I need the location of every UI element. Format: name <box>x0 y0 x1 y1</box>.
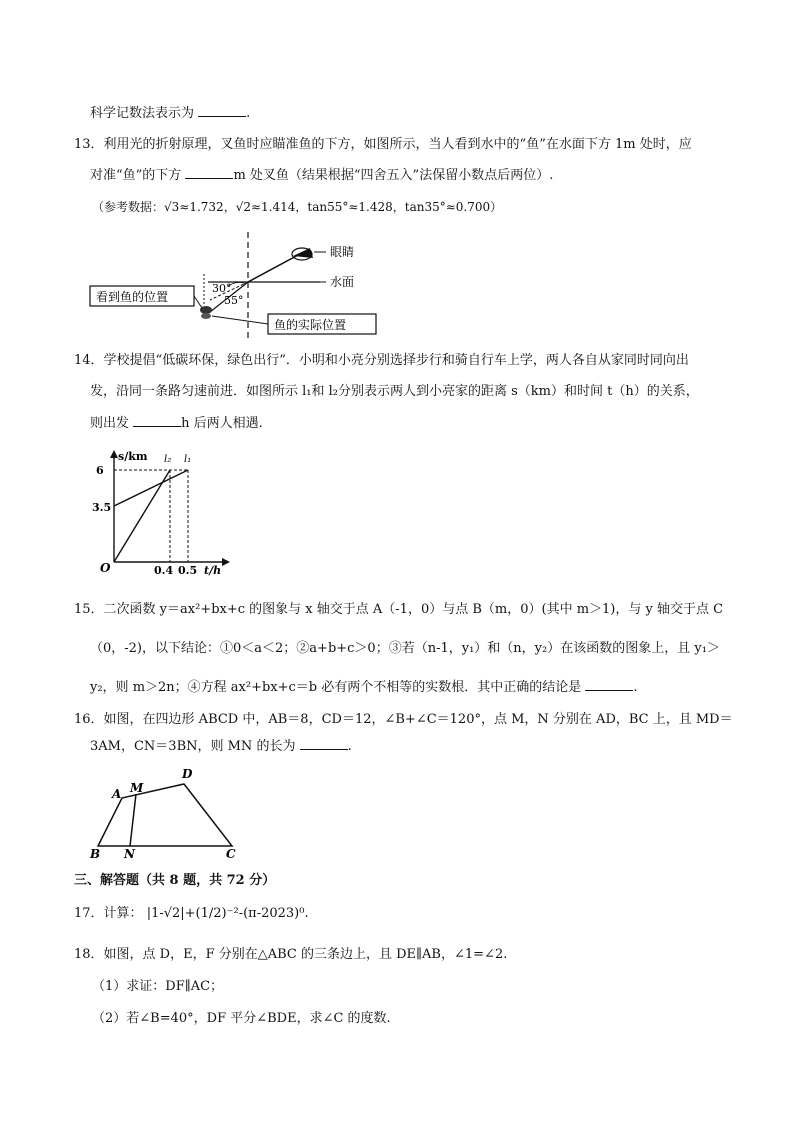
q12-tail: 科学记数法表示为 . <box>90 106 251 121</box>
point-A: A <box>112 787 122 801</box>
q14-distance-time-chart <box>92 448 232 578</box>
label-eye: 眼睛 <box>330 245 355 259</box>
angle-30: 30° <box>212 282 232 295</box>
point-N: N <box>124 847 135 861</box>
q16-answer-blank[interactable] <box>300 737 348 750</box>
label-seen-position: 看到鱼的位置 <box>96 290 169 304</box>
x-tick-0-5: 0.5 <box>178 564 198 577</box>
q14-line3: 则出发 h 后两人相遇. <box>90 416 263 431</box>
point-B: B <box>90 847 101 861</box>
label-l1: l₁ <box>184 454 192 465</box>
q13-answer-blank[interactable] <box>185 166 233 179</box>
label-l2: l₂ <box>164 454 172 465</box>
q17-expression: |1-√2|+(1/2)⁻²-(π-2023)⁰. <box>146 906 309 921</box>
q15-line1: 15．二次函数 y＝ax²+bx+c 的图象与 x 轴交于点 A（-1，0）与点 B（m，0）(其中 m＞1)，与 y 轴交于点 C <box>74 602 724 617</box>
y-tick-6: 6 <box>96 464 104 477</box>
eye-icon <box>292 248 313 260</box>
q17 <box>74 905 309 923</box>
angle-55: 55° <box>224 294 244 307</box>
y-tick-3-5: 3.5 <box>92 501 112 514</box>
q16-line2: 3AM，CN＝3BN，则 MN 的长为 . <box>90 739 352 754</box>
q13-refraction-figure <box>88 230 388 340</box>
q18-part2: （2）若∠B=40°，DF 平分∠BDE，求∠C 的度数. <box>92 1011 391 1026</box>
q17-label: 17．计算： <box>74 906 143 921</box>
q12-answer-blank[interactable] <box>198 104 246 117</box>
x-tick-0-4: 0.4 <box>154 564 174 577</box>
point-M: M <box>130 781 144 795</box>
x-axis-label: t/h <box>204 564 222 577</box>
q13-reference-data: （参考数据：√3≈1.732，√2≈1.414，tan55°≈1.428，tan35°≈0.700） <box>92 200 503 214</box>
label-actual-position: 鱼的实际位置 <box>274 318 347 332</box>
line-l2 <box>114 470 170 562</box>
q13-line1: 13．利用光的折射原理，叉鱼时应瞄准鱼的下方，如图所示，当人看到水中的“鱼”在水面下方 1m 处时，应 <box>74 137 692 152</box>
point-D: D <box>182 767 193 781</box>
q16-line1: 16．如图，在四边形 ABCD 中，AB＝8，CD＝12，∠B+∠C＝120°，点 M，N 分别在 AD，BC 上，且 MD＝ <box>74 712 733 727</box>
q15-line3: y₂，则 m＞2n；④方程 ax²+bx+c＝b 必有两个不相等的实数根．其中正确的结论是 . <box>90 680 638 695</box>
q15-line2: （0，-2)，以下结论：①0＜a＜2；②a+b+c＞0；③若（n-1，y₁）和（n，y₂）在该函数的图象上，且 y₁＞ <box>90 641 720 656</box>
label-water-surface: 水面 <box>330 275 355 289</box>
q14-line2: 发，沿同一条路匀速前进．如图所示 l₁和 l₂分别表示两人到小亮家的距离 s（km）和时间 t（h）的关系， <box>90 384 699 399</box>
q16-quadrilateral-figure <box>88 762 248 862</box>
q13-line2: 对准“鱼”的下方 m 处叉鱼（结果根据“四舍五入”法保留小数点后两位）. <box>90 168 554 183</box>
y-axis-label: s/km <box>118 450 148 463</box>
q15-answer-blank[interactable] <box>585 678 633 691</box>
q12-text: 科学记数法表示为 <box>90 106 195 121</box>
origin-label: O <box>100 561 111 575</box>
q18-line1: 18．如图，点 D，E，F 分别在△ABC 的三条边上，且 DE∥AB，∠1=∠2. <box>74 947 508 962</box>
q14-answer-blank[interactable] <box>133 414 181 427</box>
section-3-heading: 三、解答题（共 8 题，共 72 分） <box>74 873 276 888</box>
point-C: C <box>226 847 236 861</box>
q14-line1: 14．学校提倡“低碳环保，绿色出行”．小明和小亮分别选择步行和骑自行车上学，两人各自从家同时同向出 <box>74 353 689 368</box>
q18-part1: （1）求证：DF∥AC； <box>92 979 224 994</box>
